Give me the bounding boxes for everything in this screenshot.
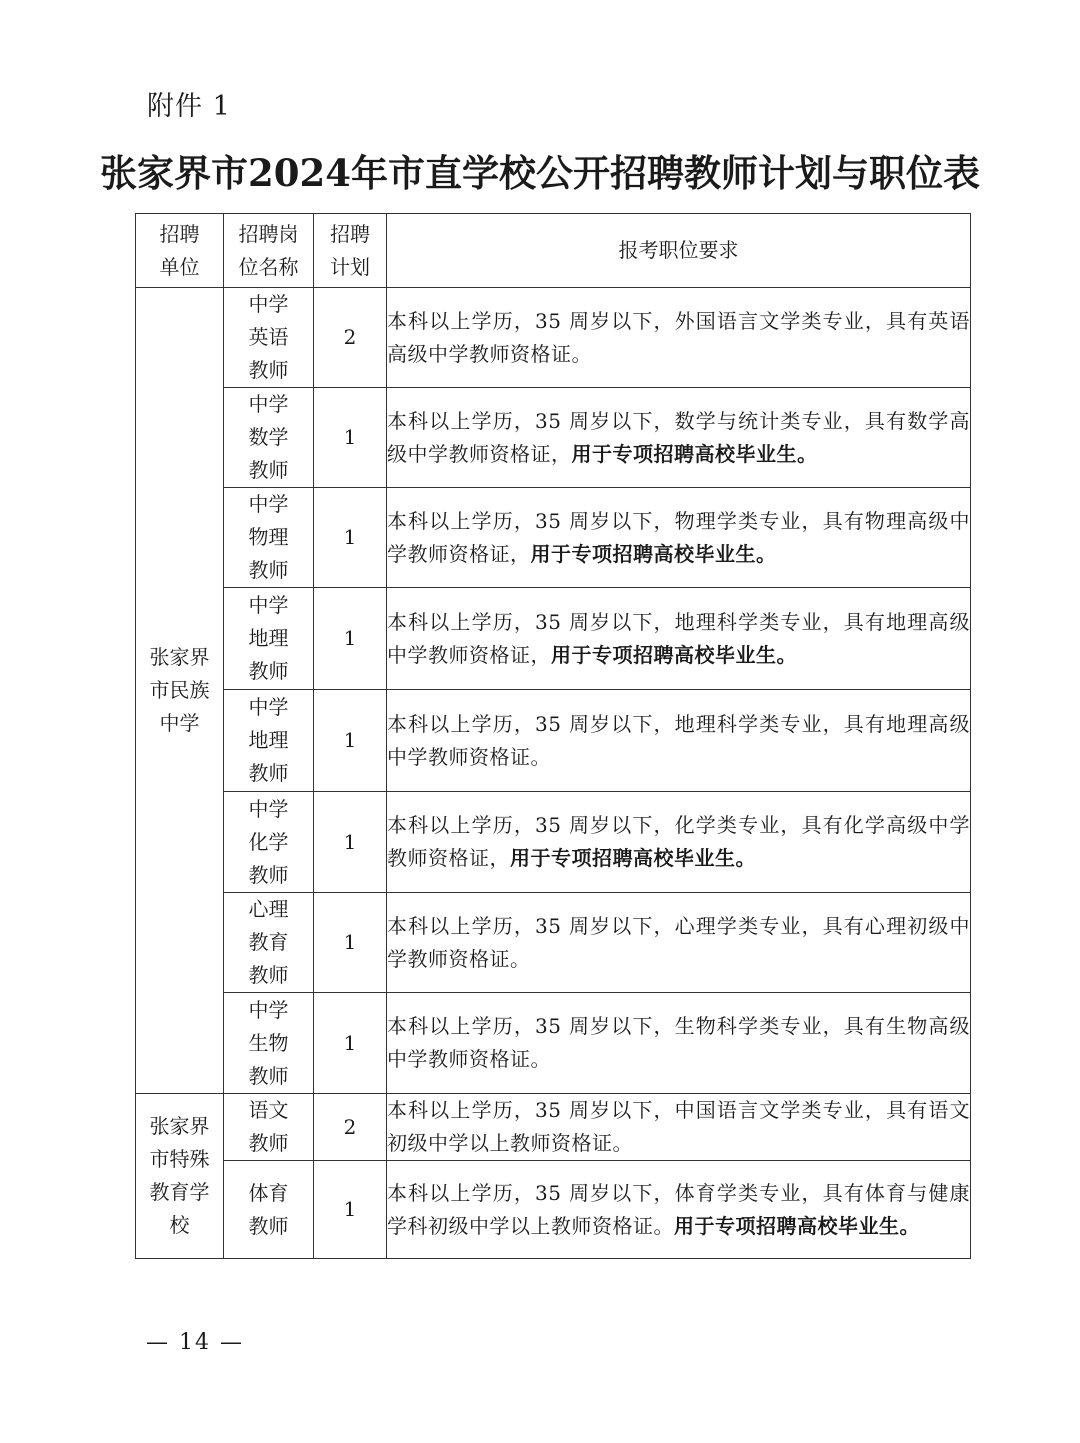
plan-cell: 2 bbox=[314, 1094, 387, 1161]
table-row bbox=[136, 993, 971, 1094]
position-cell: 中学数学教师 bbox=[224, 388, 314, 488]
recruitment-table bbox=[135, 213, 971, 1259]
requirements-cell: 本科以上学历，35 周岁以下，化学类专业，具有化学高级中学教师资格证，用于专项招聘高校毕业生。 bbox=[387, 792, 971, 893]
header-row bbox=[136, 214, 971, 288]
plan-cell: 1 bbox=[314, 690, 387, 792]
plan-cell: 2 bbox=[314, 288, 387, 388]
requirements-cell: 本科以上学历，35 周岁以下，地理科学类专业，具有地理高级中学教师资格证。 bbox=[387, 690, 971, 792]
requirements-cell: 本科以上学历，35 周岁以下，体育学类专业，具有体育与健康学科初级中学以上教师资格证。用于专项招聘高校毕业生。 bbox=[387, 1161, 971, 1259]
plan-cell: 1 bbox=[314, 388, 387, 488]
requirements-cell: 本科以上学历，35 周岁以下，地理科学类专业，具有地理高级中学教师资格证，用于专项招聘高校毕业生。 bbox=[387, 588, 971, 690]
header-plan: 招聘计划 bbox=[314, 214, 387, 288]
table-row bbox=[136, 690, 971, 792]
table-row bbox=[136, 792, 971, 893]
document-title: 张家界市2024年市直学校公开招聘教师计划与职位表 bbox=[100, 151, 980, 195]
table-row bbox=[136, 1094, 971, 1161]
position-cell: 中学物理教师 bbox=[224, 488, 314, 588]
position-cell: 中学地理教师 bbox=[224, 588, 314, 690]
page-number: — 14 — bbox=[146, 1330, 244, 1355]
requirements-cell: 本科以上学历，35 周岁以下，中国语言文学类专业，具有语文初级中学以上教师资格证。 bbox=[387, 1094, 971, 1161]
plan-cell: 1 bbox=[314, 588, 387, 690]
requirements-cell: 本科以上学历，35 周岁以下，外国语言文学类专业，具有英语高级中学教师资格证。 bbox=[387, 288, 971, 388]
table-row bbox=[136, 388, 971, 488]
position-cell: 语文教师 bbox=[224, 1094, 314, 1161]
position-cell: 体育教师 bbox=[224, 1161, 314, 1259]
table-row bbox=[136, 288, 971, 388]
table-row bbox=[136, 588, 971, 690]
requirements-cell: 本科以上学历，35 周岁以下，心理学类专业，具有心理初级中学教师资格证。 bbox=[387, 893, 971, 993]
header-requirements: 报考职位要求 bbox=[387, 214, 971, 288]
requirements-cell: 本科以上学历，35 周岁以下，数学与统计类专业，具有数学高级中学教师资格证，用于专项招聘高校毕业生。 bbox=[387, 388, 971, 488]
plan-cell: 1 bbox=[314, 488, 387, 588]
requirements-cell: 本科以上学历，35 周岁以下，生物科学类专业，具有生物高级中学教师资格证。 bbox=[387, 993, 971, 1094]
position-cell: 中学化学教师 bbox=[224, 792, 314, 893]
plan-cell: 1 bbox=[314, 792, 387, 893]
table-row bbox=[136, 1161, 971, 1259]
attachment-label: 附件 1 bbox=[147, 91, 231, 122]
table-row bbox=[136, 488, 971, 588]
position-cell: 中学地理教师 bbox=[224, 690, 314, 792]
position-cell: 心理教育教师 bbox=[224, 893, 314, 993]
plan-cell: 1 bbox=[314, 993, 387, 1094]
table-row bbox=[136, 893, 971, 993]
header-unit: 招聘单位 bbox=[136, 214, 224, 288]
unit-cell: 张家界市民族中学 bbox=[136, 288, 224, 1094]
plan-cell: 1 bbox=[314, 1161, 387, 1259]
unit-cell: 张家界市特殊教育学校 bbox=[136, 1094, 224, 1259]
position-cell: 中学英语教师 bbox=[224, 288, 314, 388]
header-position: 招聘岗位名称 bbox=[224, 214, 314, 288]
plan-cell: 1 bbox=[314, 893, 387, 993]
requirements-cell: 本科以上学历，35 周岁以下，物理学类专业，具有物理高级中学教师资格证，用于专项招聘高校毕业生。 bbox=[387, 488, 971, 588]
position-cell: 中学生物教师 bbox=[224, 993, 314, 1094]
